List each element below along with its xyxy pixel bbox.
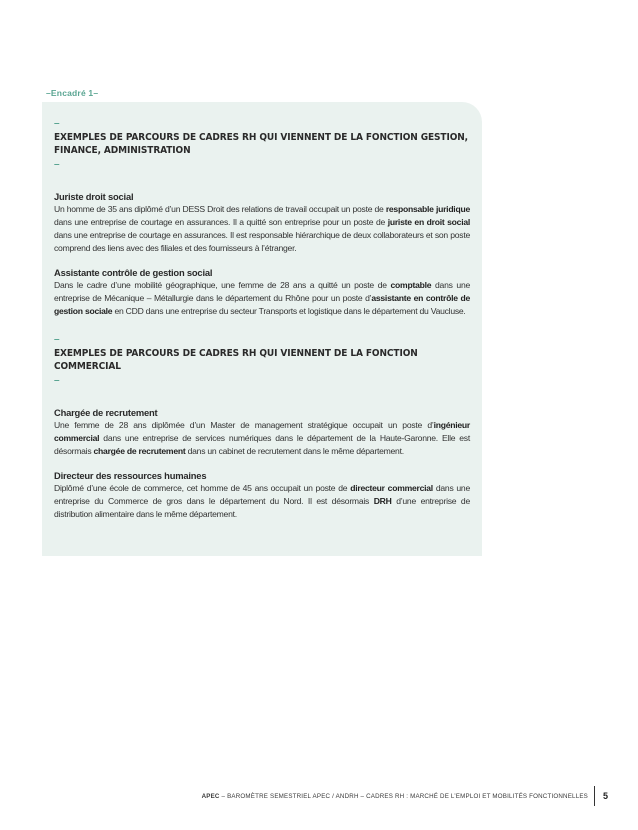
footer-text: – BAROMÈTRE SEMESTRIEL APEC / ANDRH – CADRES RH : MARCHÉ DE L’EMPLOI ET MOBILITÉS FONCTIONNELLES [219,793,588,800]
encadre-label: –Encadré 1– [46,88,99,98]
text-segment: dans un cabinet de recrutement dans le même département. [185,446,404,456]
highlighted-role: assistante en contrôle de gestion sociale [54,293,470,316]
text-segment: en CDD dans une entreprise du secteur Transports et logistique dans le département du Vaucluse. [112,306,466,316]
section2-dash-bottom: – [54,375,60,386]
text-segment: dans une entreprise du Commerce de gros dans le département du Nord. Il est désormais [54,483,470,506]
text-segment: Dans le cadre d’une mobilité géographique, une femme de 28 ans a quitté un poste de [54,280,391,290]
section2-title: EXEMPLES DE PARCOURS DE CADRES RH QUI VIENNENT DE LA FONCTION COMMERCIAL [54,348,418,372]
section1-title: EXEMPLES DE PARCOURS DE CADRES RH QUI VIENNENT DE LA FONCTION GESTION, FINANCE, ADMINISTRATION [54,132,468,156]
text-segment: Diplômé d’une école de commerce, cet homme de 45 ans occupait un poste de [54,483,351,493]
highlighted-role: chargée de recrutement [93,446,186,456]
text-segment: dans une entreprise de Mécanique – Métallurgie dans le département du Rhône pour un poste d’ [54,280,471,303]
case-title: Directeur des ressources humaines [54,470,207,481]
case-text [54,482,470,521]
text-segment: d’une entreprise de distribution alimentaire dans le même département. [54,496,470,519]
section1-dash-top: – [54,118,60,129]
case-text [54,279,470,318]
highlighted-role: ingénieur commercial [54,420,470,443]
page-number-separator [594,786,595,806]
highlighted-role: responsable juridique [385,204,470,214]
text-segment: dans une entreprise de courtage en assurances. Il a quitté son entreprise pour un poste de [54,217,388,227]
section1-dash-bottom: – [54,159,60,170]
highlighted-role: comptable [390,280,432,290]
section2-dash-top: – [54,334,60,345]
highlighted-role: juriste en droit social [387,217,471,227]
text-segment: dans une entreprise de services numériques dans le département de la Haute-Garonne. Elle est désormais [54,433,470,456]
case-title: Chargée de recrutement [54,407,158,418]
case-text [54,419,470,458]
highlighted-role: directeur commercial [350,483,433,493]
footer-brand: APEC [201,793,220,800]
case-text [54,203,470,255]
text-segment: dans une entreprise de courtage en assurances. Il est responsable hiérarchique de deux collaborateurs et son poste comprend des liens avec des filiales et des fournisseurs à l’étranger. [54,230,470,253]
text-segment: Une femme de 28 ans diplômée d’un Master de management stratégique occupait un poste d’ [54,420,434,430]
case-title: Assistante contrôle de gestion social [54,267,213,278]
text-segment: Un homme de 35 ans diplômé d’un DESS Droit des relations de travail occupait un poste de [54,204,386,214]
page-number: 5 [603,791,609,801]
page-footer [202,793,588,800]
encadre-box [42,102,482,556]
case-title: Juriste droit social [54,191,134,202]
highlighted-role: DRH [373,496,392,506]
